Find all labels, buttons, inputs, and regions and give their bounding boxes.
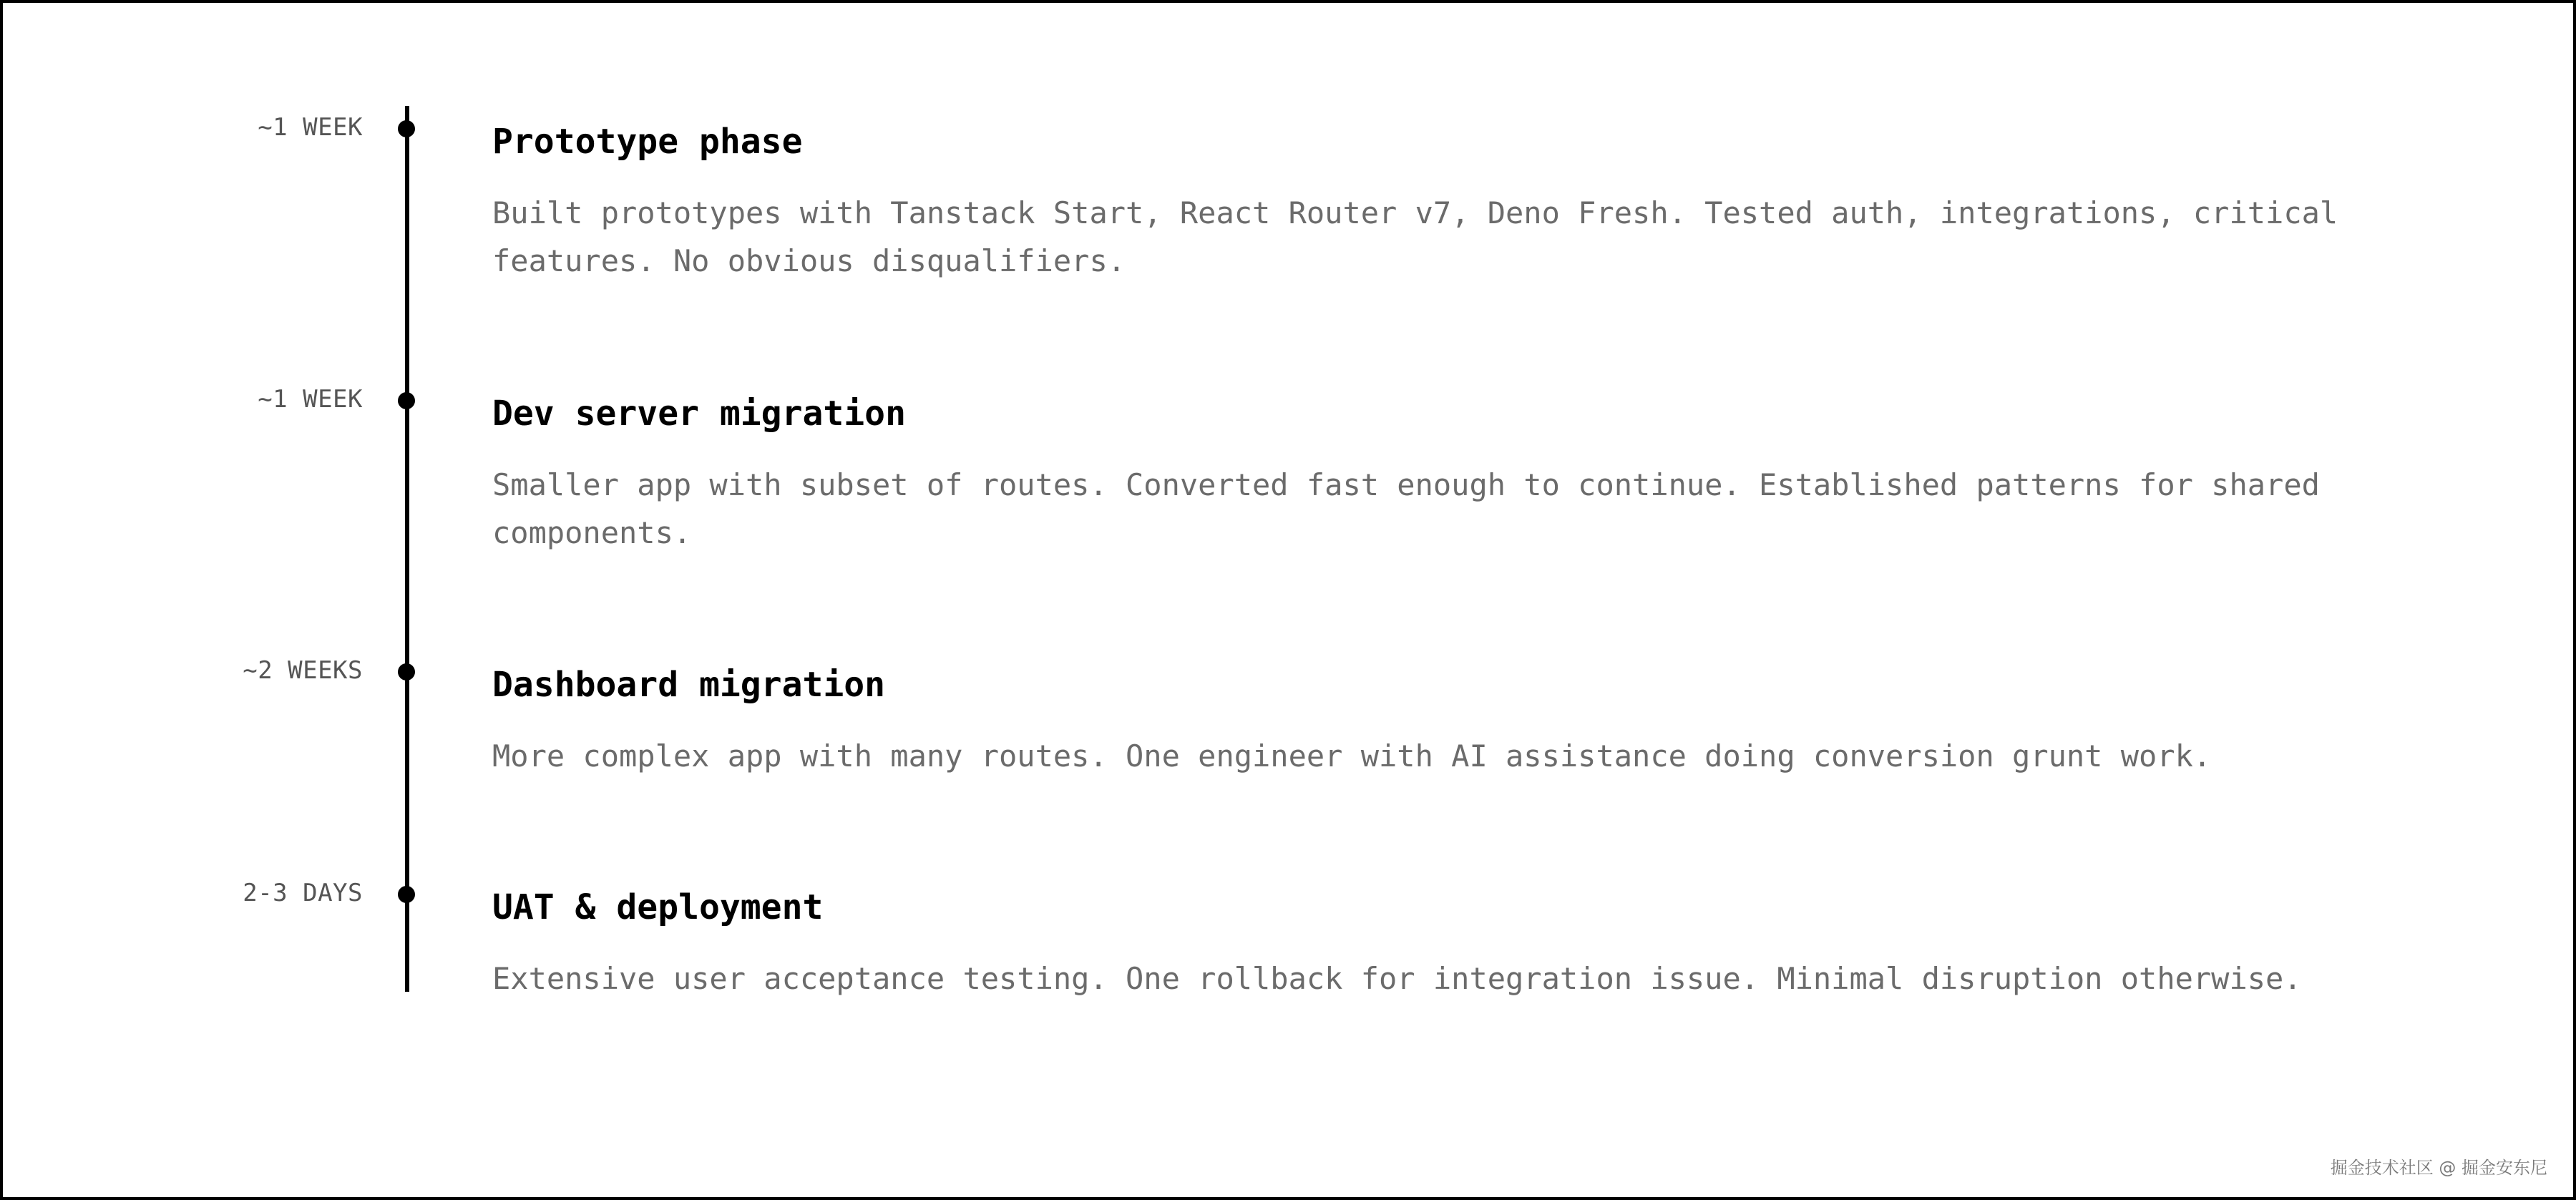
entry-description: Extensive user acceptance testing. One rollback for integration issue. Minimal disruption otherwise. [492, 961, 2302, 996]
timeline-line [405, 106, 409, 992]
entry-duration: 2-3 DAYS [243, 879, 363, 907]
entry-title: Prototype phase [492, 122, 803, 162]
entry-duration: ~1 WEEK [258, 113, 363, 142]
timeline-dot [398, 120, 415, 137]
entry-description: Built prototypes with Tanstack Start, React Router v7, Deno Fresh. Tested auth, integrations, critical features. No obvious disqualifiers. [492, 195, 2338, 278]
entry-duration: ~1 WEEK [258, 385, 363, 414]
entry-description: Smaller app with subset of routes. Converted fast enough to continue. Established patterns for shared components. [492, 467, 2320, 550]
timeline-dot [398, 886, 415, 903]
entry-title: Dev server migration [492, 394, 906, 434]
entry-title: Dashboard migration [492, 665, 886, 705]
timeline-dot [398, 663, 415, 681]
timeline-dot [398, 392, 415, 409]
entry-description: More complex app with many routes. One engineer with AI assistance doing conversion grunt work. [492, 738, 2212, 774]
entry-duration: ~2 WEEKS [243, 656, 363, 685]
watermark: 掘金技术社区 @ 掘金安东尼 [2330, 1158, 2547, 1178]
entry-title: UAT & deployment [492, 887, 824, 927]
